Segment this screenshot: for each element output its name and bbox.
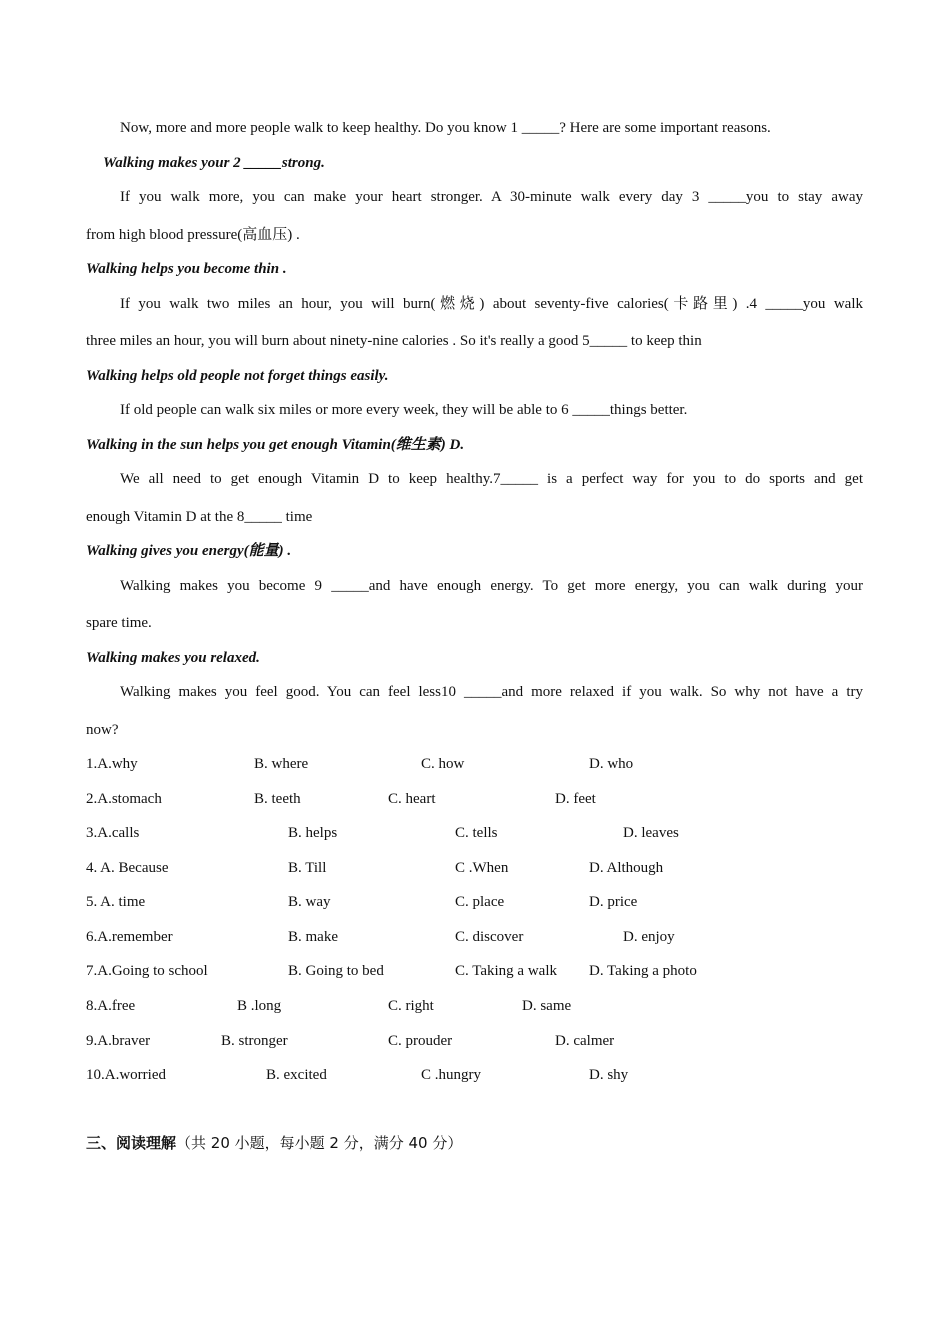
paragraph-heart-line1: If you walk more, you can make your heart stronger. A 30-minute walk every day 3 _____you to stay away [120, 189, 863, 205]
option-d: D. leaves [623, 825, 679, 841]
section-note: （共 20 小题，每小题 2 分，满分 40 分） [176, 1134, 463, 1152]
paragraph-relaxed-line1: Walking makes you feel good. You can feel less10 _____and more relaxed if you walk. So why not have a try [120, 684, 863, 700]
option-a: 7.A.Going to school [86, 963, 208, 979]
option-a: 10.A.worried [86, 1067, 166, 1083]
paragraph-vitamin-line2: enough Vitamin D at the 8_____ time [86, 509, 313, 525]
heading-vitamin: Walking in the sun helps you get enough Vitamin(维生素) D. [86, 437, 465, 453]
paragraph-thin-line2: three miles an hour, you will burn about ninety-nine calories . So it's really a good 5_____ to keep thin [86, 333, 702, 349]
option-d: D. price [589, 894, 638, 910]
option-a: 8.A.free [86, 998, 136, 1014]
option-a: 2.A.stomach [86, 791, 162, 807]
option-d: D. shy [589, 1067, 629, 1083]
section-title: 三、阅读理解 [86, 1134, 177, 1152]
option-d: D. who [589, 756, 634, 772]
option-c: C. Taking a walk [455, 963, 557, 979]
paragraph-energy-line1: Walking makes you become 9 _____and have enough energy. To get more energy, you can walk during your [120, 578, 863, 594]
heading-thin: Walking helps you become thin . [86, 261, 287, 277]
option-b: B. helps [288, 825, 338, 841]
option-d: D. calmer [555, 1033, 615, 1049]
paragraph-heart-line2: from high blood pressure(高血压) . [86, 227, 300, 243]
option-c: C .When [455, 860, 509, 876]
option-d: D. Although [589, 860, 664, 876]
heading-energy: Walking gives you energy(能量) . [86, 543, 292, 559]
paragraph-vitamin-line1: We all need to get enough Vitamin D to keep healthy.7_____ is a perfect way for you to do sports and get [120, 471, 863, 487]
paragraph-thin-line1: If you walk two miles an hour, you will burn(燃烧) about seventy-five calories(卡路里) .4 _____you walk [120, 296, 863, 312]
option-b: B. way [288, 894, 331, 910]
option-c: C. heart [388, 791, 436, 807]
option-b: B. where [254, 756, 309, 772]
paragraph-old-people: If old people can walk six miles or more every week, they will be able to 6 _____things better. [120, 402, 688, 418]
option-c: C. right [388, 998, 434, 1014]
option-b: B. Going to bed [288, 963, 384, 979]
option-d: D. enjoy [623, 929, 675, 945]
option-c: C. tells [455, 825, 498, 841]
option-a: 1.A.why [86, 756, 138, 772]
option-d: D. Taking a photo [589, 963, 697, 979]
option-a: 6.A.remember [86, 929, 173, 945]
option-a: 9.A.braver [86, 1033, 151, 1049]
paragraph-energy-line2: spare time. [86, 615, 152, 631]
option-d: D. feet [555, 791, 596, 807]
option-c: C. how [421, 756, 465, 772]
option-c: C .hungry [421, 1067, 481, 1083]
option-b: B .long [237, 998, 282, 1014]
option-a: 4. A. Because [86, 860, 169, 876]
option-b: B. Till [288, 860, 327, 876]
heading-old-people: Walking helps old people not forget things easily. [86, 368, 389, 384]
intro-paragraph: Now, more and more people walk to keep healthy. Do you know 1 _____? Here are some important reasons. [120, 120, 771, 136]
option-b: B. teeth [254, 791, 301, 807]
section-heading [86, 1133, 462, 1153]
option-c: C. prouder [388, 1033, 453, 1049]
option-d: D. same [522, 998, 572, 1014]
option-a: 3.A.calls [86, 825, 140, 841]
option-c: C. place [455, 894, 505, 910]
option-b: B. stronger [221, 1033, 288, 1049]
option-a: 5. A. time [86, 894, 146, 910]
heading-heart: Walking makes your 2 _____strong. [103, 155, 325, 171]
paragraph-relaxed-line2: now? [86, 722, 119, 738]
option-c: C. discover [455, 929, 524, 945]
option-b: B. make [288, 929, 338, 945]
heading-relaxed: Walking makes you relaxed. [86, 650, 260, 666]
option-b: B. excited [266, 1067, 327, 1083]
